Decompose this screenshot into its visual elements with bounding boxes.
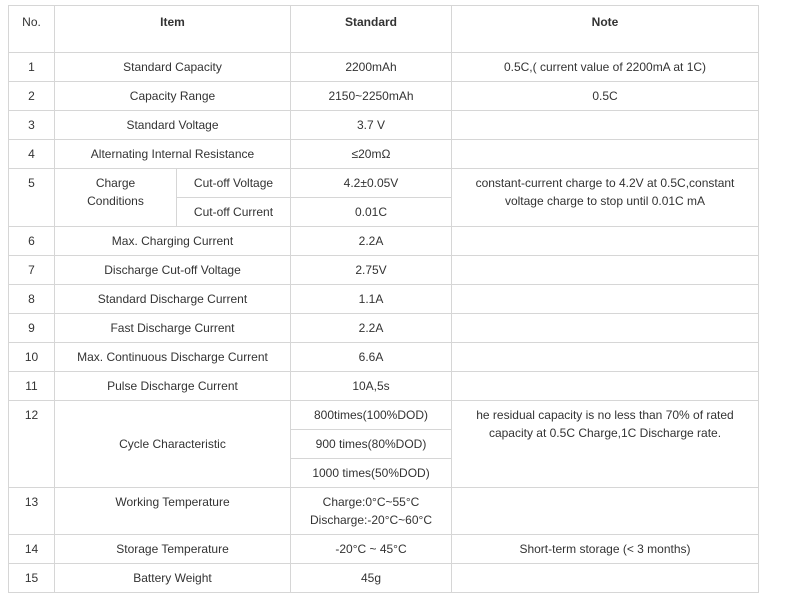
standard-line: Discharge:-20°C~60°C — [310, 513, 432, 527]
note-cell — [452, 343, 759, 372]
standard-cell: ≤20mΩ — [291, 140, 452, 169]
sub-item-cell: Cut-off Voltage — [177, 169, 291, 198]
item-cell: Battery Weight — [55, 564, 291, 593]
standard-cell: 1.1A — [291, 285, 452, 314]
item-cell-charge-conditions — [55, 169, 177, 227]
note-cell: Short-term storage (< 3 months) — [452, 535, 759, 564]
header-no: No. — [9, 6, 55, 53]
item-cell: Max. Charging Current — [55, 227, 291, 256]
row-number: 1 — [9, 53, 55, 82]
row-number: 14 — [9, 535, 55, 564]
table-row — [9, 256, 759, 285]
table-row — [9, 343, 759, 372]
standard-line: Charge:0°C~55°C — [322, 495, 420, 509]
table-row — [9, 227, 759, 256]
note-cell — [452, 140, 759, 169]
item-cell: Max. Continuous Discharge Current — [55, 343, 291, 372]
row-number: 15 — [9, 564, 55, 593]
standard-cell: 2150~2250mAh — [291, 82, 452, 111]
item-cell: Fast Discharge Current — [55, 314, 291, 343]
table-row — [9, 314, 759, 343]
header-note: Note — [452, 6, 759, 53]
table-row — [9, 564, 759, 593]
standard-cell — [291, 488, 452, 535]
item-cell: Working Temperature — [55, 488, 291, 535]
note-line: constant-current charge to 4.2V at 0.5C,constant — [475, 176, 735, 190]
table-row — [9, 488, 759, 535]
note-cell — [452, 111, 759, 140]
table-row — [9, 372, 759, 401]
note-cell — [452, 401, 759, 488]
note-cell: 0.5C,( current value of 2200mA at 1C) — [452, 53, 759, 82]
table-row — [9, 82, 759, 111]
row-number: 13 — [9, 488, 55, 535]
row-number: 2 — [9, 82, 55, 111]
note-cell — [452, 314, 759, 343]
standard-cell: 2.75V — [291, 256, 452, 285]
standard-cell: 3.7 V — [291, 111, 452, 140]
item-line: Conditions — [87, 194, 144, 208]
item-cell: Pulse Discharge Current — [55, 372, 291, 401]
item-line: Charge — [95, 176, 136, 190]
standard-cell: 45g — [291, 564, 452, 593]
item-cell: Standard Discharge Current — [55, 285, 291, 314]
standard-cell: 0.01C — [291, 198, 452, 227]
standard-cell: 1000 times(50%DOD) — [291, 459, 452, 488]
standard-cell: 6.6A — [291, 343, 452, 372]
note-cell — [452, 564, 759, 593]
item-cell: Discharge Cut-off Voltage — [55, 256, 291, 285]
table-row — [9, 285, 759, 314]
standard-cell: 900 times(80%DOD) — [291, 430, 452, 459]
row-number: 5 — [9, 169, 55, 227]
item-cell: Standard Capacity — [55, 53, 291, 82]
row-number: 6 — [9, 227, 55, 256]
note-line: he residual capacity is no less than 70% of rated — [476, 408, 734, 422]
standard-cell: 2200mAh — [291, 53, 452, 82]
sub-item-cell: Cut-off Current — [177, 198, 291, 227]
standard-cell: 4.2±0.05V — [291, 169, 452, 198]
table-row — [9, 111, 759, 140]
standard-cell: 800times(100%DOD) — [291, 401, 452, 430]
item-cell: Cycle Characteristic — [55, 401, 291, 488]
note-line: capacity at 0.5C Charge,1C Discharge rate. — [488, 426, 722, 440]
row-number: 7 — [9, 256, 55, 285]
table-header-row — [9, 6, 759, 53]
table-row — [9, 535, 759, 564]
item-cell: Capacity Range — [55, 82, 291, 111]
standard-cell: 2.2A — [291, 314, 452, 343]
header-standard: Standard — [291, 6, 452, 53]
row-number: 12 — [9, 401, 55, 488]
note-line: voltage charge to stop until 0.01C mA — [504, 194, 706, 208]
note-cell — [452, 169, 759, 227]
item-cell: Standard Voltage — [55, 111, 291, 140]
table-row — [9, 401, 759, 430]
note-cell — [452, 488, 759, 535]
row-number: 3 — [9, 111, 55, 140]
row-number: 4 — [9, 140, 55, 169]
table-row — [9, 169, 759, 198]
note-cell: 0.5C — [452, 82, 759, 111]
item-cell: Storage Temperature — [55, 535, 291, 564]
standard-cell: 10A,5s — [291, 372, 452, 401]
table-row — [9, 140, 759, 169]
row-number: 11 — [9, 372, 55, 401]
note-cell — [452, 285, 759, 314]
standard-cell: -20°C ~ 45°C — [291, 535, 452, 564]
note-cell — [452, 227, 759, 256]
standard-cell: 2.2A — [291, 227, 452, 256]
header-item: Item — [55, 6, 291, 53]
note-cell — [452, 372, 759, 401]
row-number: 9 — [9, 314, 55, 343]
table-row — [9, 53, 759, 82]
row-number: 10 — [9, 343, 55, 372]
battery-spec-table — [8, 5, 759, 593]
row-number: 8 — [9, 285, 55, 314]
note-cell — [452, 256, 759, 285]
item-cell: Alternating Internal Resistance — [55, 140, 291, 169]
